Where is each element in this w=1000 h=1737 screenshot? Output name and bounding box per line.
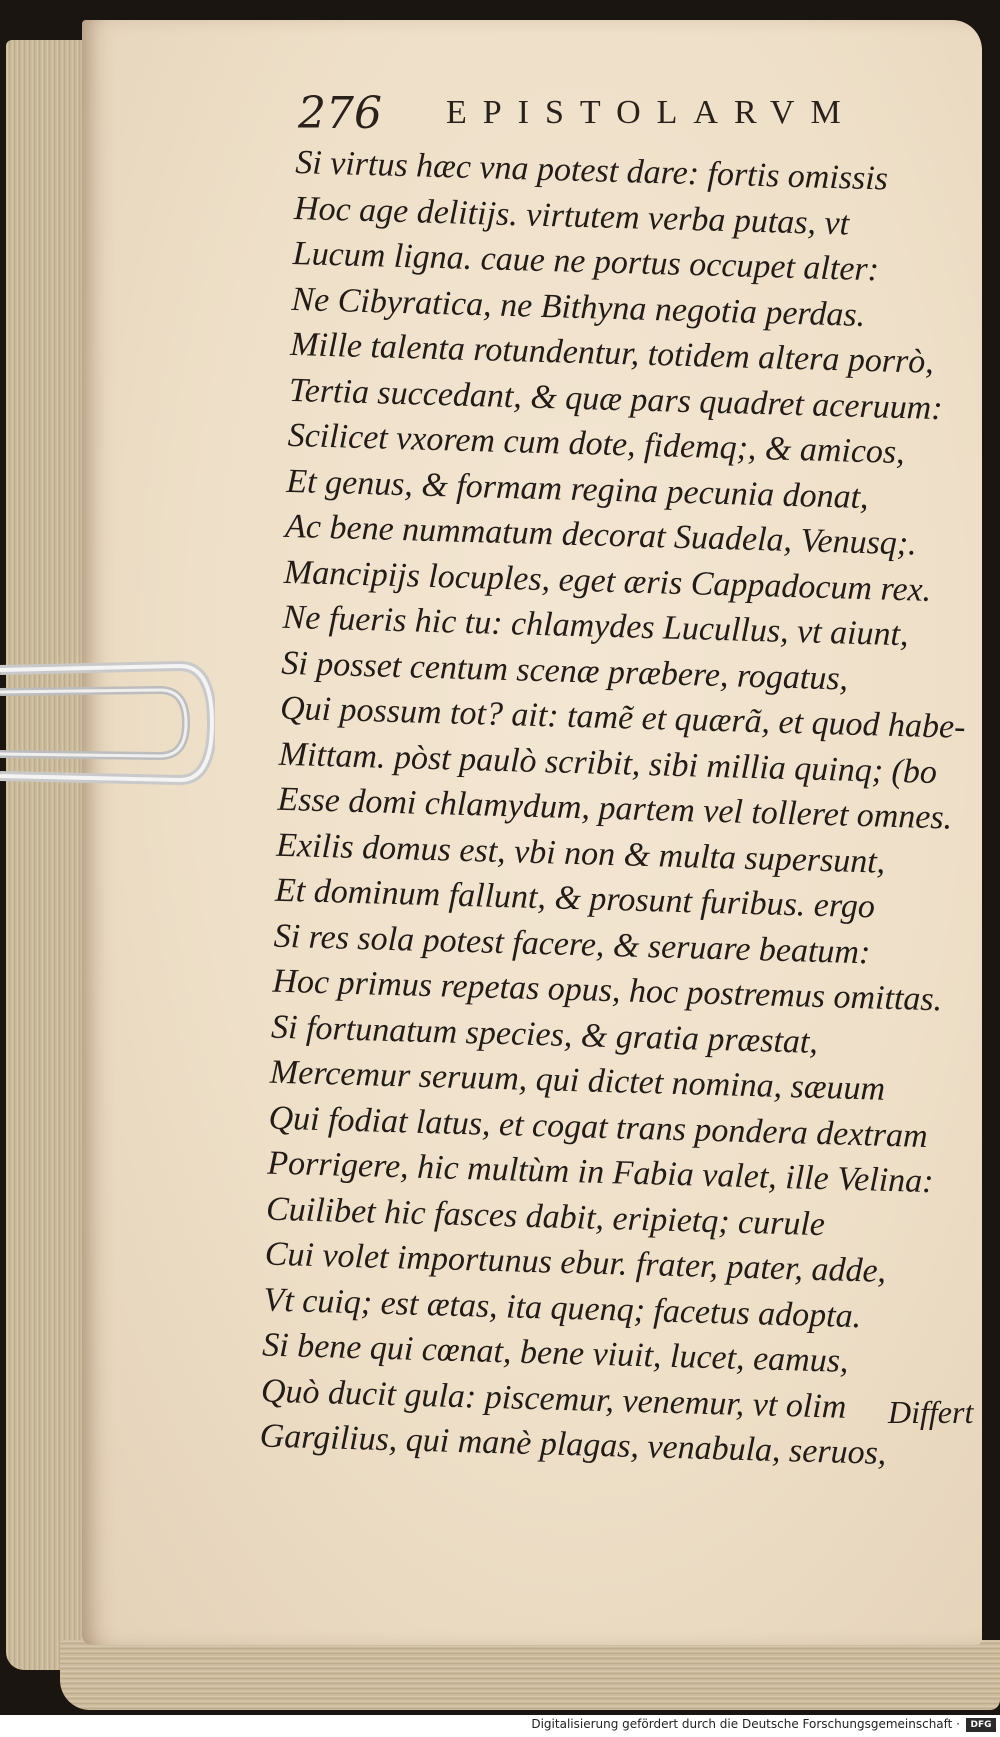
page-number: 276 <box>298 88 382 139</box>
verse-line: Mercemur seruum, qui dictet nomina, sæuum <box>269 1053 886 1108</box>
verse-line: Cuilibet hic fasces dabit, eripietq; curule <box>265 1190 826 1243</box>
verse-line: Ac bene nummatum decorat Suadela, Venusq;. <box>284 507 918 563</box>
verse-line: Tertia succedant, & quæ pars quadret aceruum: <box>288 371 944 427</box>
page-edges-bottom <box>60 1640 1000 1710</box>
paper-clip-icon <box>0 648 215 798</box>
verse-line: Scilicet vxorem cum dote, fidemq;, & amicos, <box>287 416 906 472</box>
digitization-credit: Digitalisierung gefördert durch die Deutsche Forschungsgemeinschaft · <box>531 1717 960 1731</box>
verse-line: Lucum ligna. caue ne portus occupet alter: <box>292 234 880 289</box>
verse-line: Mancipijs locuples, eget æris Cappadocum rex. <box>283 553 932 609</box>
footer <box>0 1715 1000 1737</box>
verse-line: Cui volet importunus ebur. frater, pater, adde, <box>264 1235 887 1290</box>
verse-line: Ne fueris hic tu: chlamydes Lucullus, vt aiunt, <box>282 598 910 654</box>
verse-line: Mille talenta rotundentur, totidem altera porrò, <box>289 325 935 381</box>
verse-line: Esse domi chlamydum, partem vel tolleret omnes. <box>277 780 953 837</box>
verse-line: Ne Cibyratica, ne Bithyna negotia perdas. <box>291 280 866 334</box>
verse-block <box>259 140 986 1478</box>
verse-line: Vt cuiq; est ætas, ita quenq; facetus adopta. <box>263 1281 862 1335</box>
verse-line: Hoc primus repetas opus, hoc postremus omittas. <box>271 962 943 1019</box>
verse-line: Hoc age delitijs. virtutem verba putas, vt <box>293 189 850 242</box>
verse-line: Et dominum fallunt, & prosunt furibus. ergo <box>274 871 876 926</box>
verse-line: Si fortunatum species, & gratia præstat, <box>270 1008 819 1061</box>
page-edges-left <box>6 40 92 1670</box>
verse-line: Exilis domus est, vbi non & multa supersunt, <box>275 826 886 881</box>
verse-line: Et genus, & formam regina pecunia donat, <box>285 462 870 516</box>
verse-line: Qui possum tot? ait: tamẽ et quærã, et quod habe- <box>279 689 967 746</box>
page-header <box>298 88 908 138</box>
verse-line: Porrigere, hic multùm in Fabia valet, ille Velina: <box>266 1144 935 1201</box>
running-head: EPISTOLARVM <box>446 94 857 131</box>
verse-line: Si bene qui cœnat, bene viuit, lucet, eamus, <box>261 1326 849 1380</box>
verse-line: Gargilius, qui manè plagas, venabula, seruos, <box>259 1417 887 1472</box>
verse-line: Si virtus hæc vna potest dare: fortis omissis <box>294 143 889 198</box>
verse-line: Mittam. pòst paulò scribit, sibi millia quinq; (bo <box>278 735 938 791</box>
verse-line: Si res sola potest facere, & seruare beatum: <box>273 917 871 971</box>
dfg-logo: DFG <box>966 1718 996 1732</box>
verse-line: Si posset centum scenæ præbere, rogatus, <box>280 644 849 698</box>
verse-line: Qui fodiat latus, et cogat trans pondera dextram <box>268 1099 929 1155</box>
verse-line: Quò ducit gula: piscemur, venemur, vt olim <box>260 1372 847 1426</box>
catchword: Differt <box>888 1394 974 1430</box>
